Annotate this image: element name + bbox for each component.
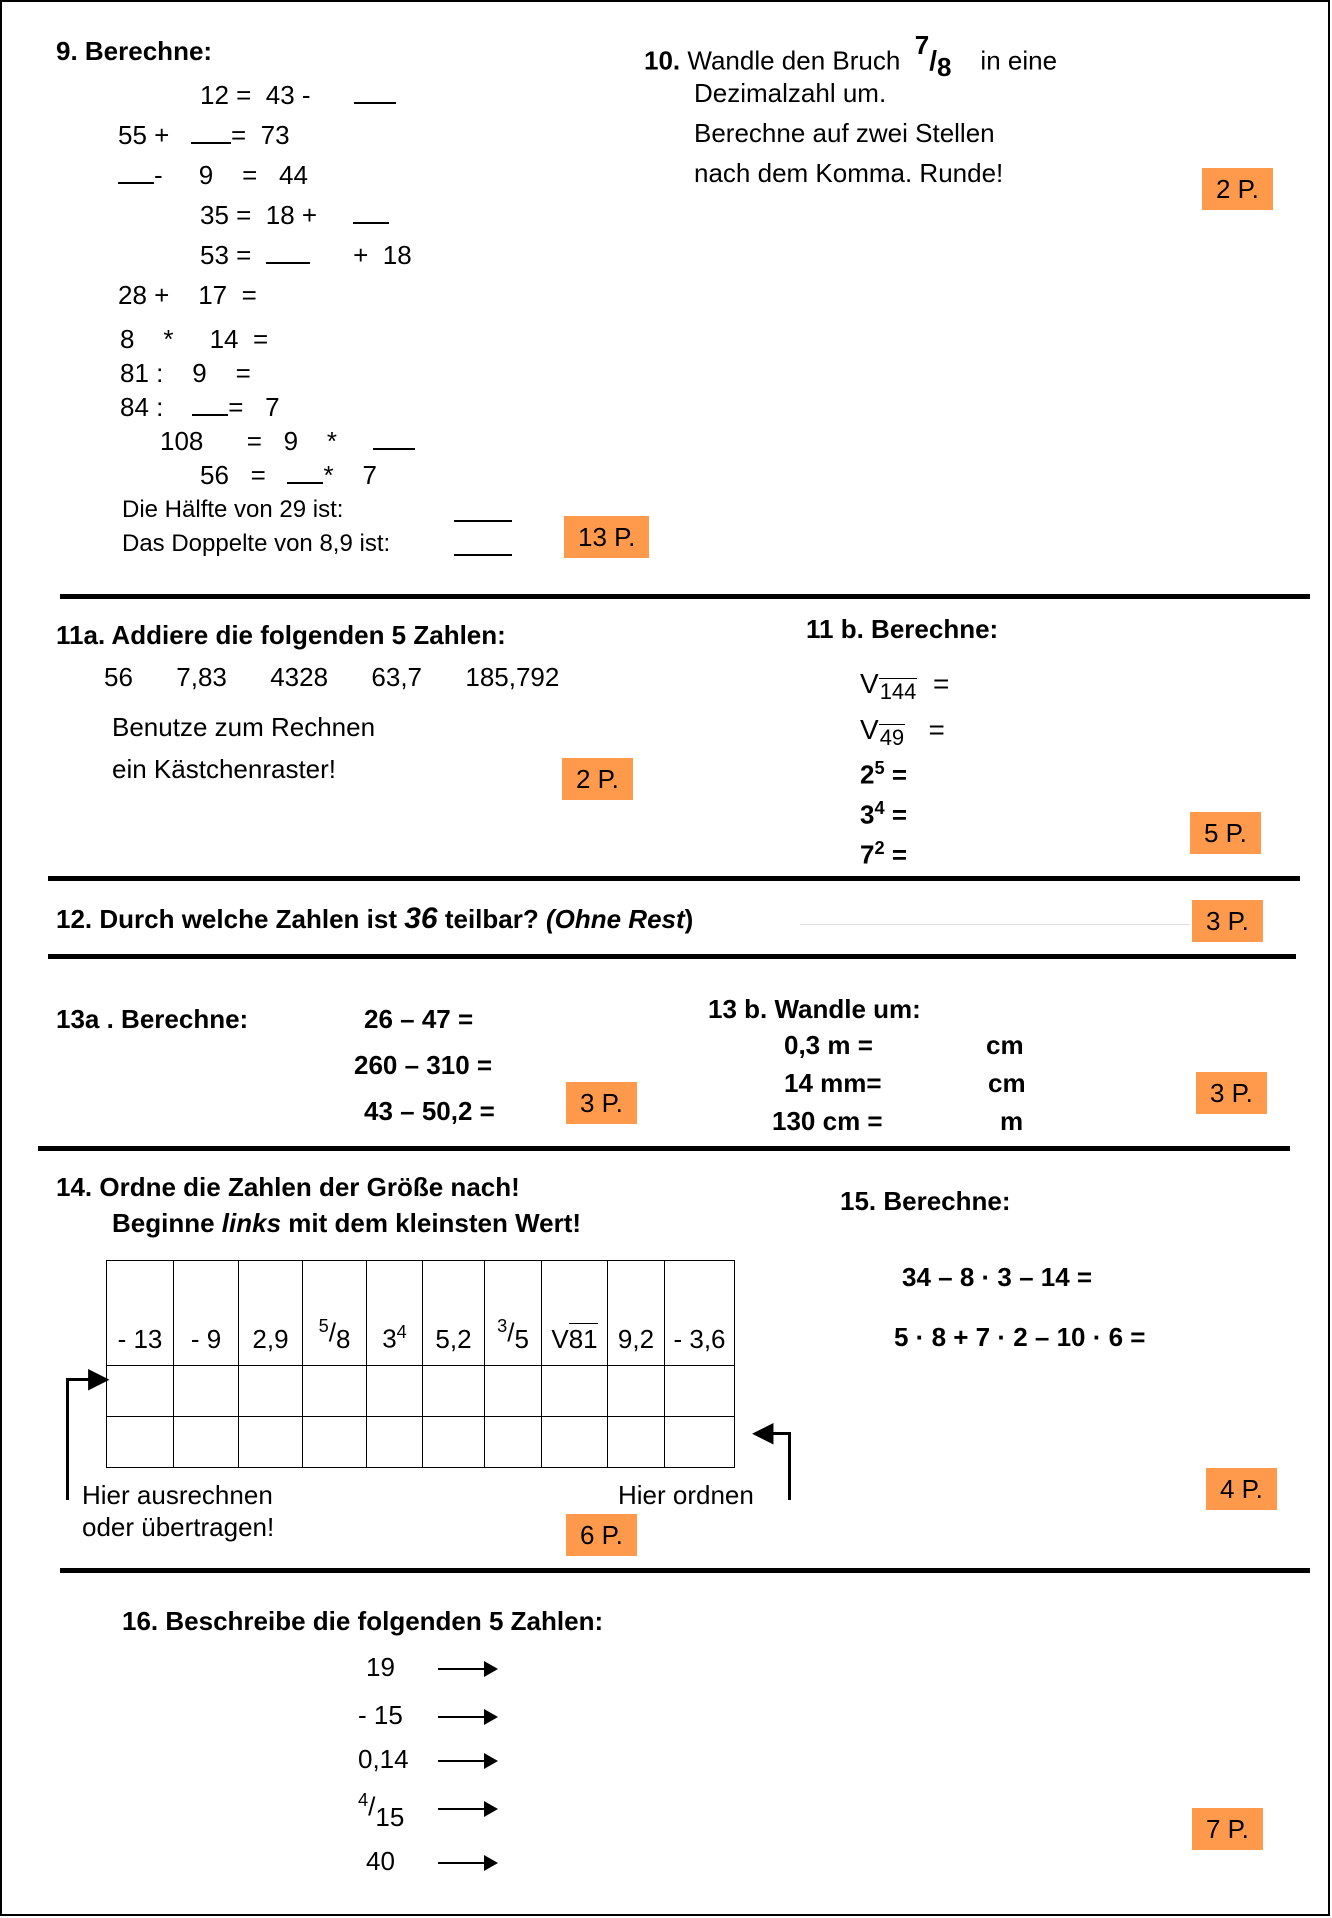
q13b-title: 13 b. Wandle um: (708, 994, 921, 1024)
q9-half-label: Die Hälfte von 29 ist: (122, 496, 344, 523)
q9-row-3: - 9 = 44 (118, 160, 308, 191)
q11a-num-2: 7,83 (176, 662, 227, 692)
q13a-line-3: 43 – 50,2 = (364, 1096, 495, 1126)
q11a-hint1: Benutze zum Rechnen (112, 712, 376, 742)
q12-points: 3 P. (1192, 900, 1263, 942)
q16-title: 16. Beschreibe die folgenden 5 Zahlen: (122, 1606, 604, 1636)
q10-fraction: $^7/_8$ (914, 30, 952, 82)
q10-line1 (644, 30, 1058, 83)
q11a-numbers (104, 662, 559, 693)
q16-points: 7 P. (1192, 1808, 1263, 1850)
q12-number: 36 (404, 902, 438, 935)
divider-5 (60, 1568, 1310, 1573)
q12-text-c: (Ohne Rest (545, 904, 685, 934)
arrow-right-icon (438, 1862, 496, 1864)
q11a-num-1: 56 (104, 662, 133, 692)
q9-double-blank (454, 532, 512, 556)
order-cell-5: $3^4$ (367, 1261, 423, 1366)
q9-half-blank (454, 498, 512, 522)
q11b-points: 5 P. (1190, 812, 1261, 854)
q16-item-3: 0,14 (358, 1744, 496, 1775)
q11b-power3: $7^2$ = (860, 838, 908, 870)
divider-1 (60, 594, 1310, 599)
q9-row-1: 12 = 43 - (200, 80, 396, 111)
q15-points: 4 P. (1206, 1468, 1277, 1510)
q13b-points: 3 P. (1196, 1072, 1267, 1114)
q11b-power2: $3^4$ = (860, 798, 908, 830)
q13a-points: 3 P. (566, 1082, 637, 1124)
q13b-unit-2: cm (988, 1068, 1026, 1098)
q10-text-b: in eine (980, 45, 1058, 76)
right-arrow-shaft (788, 1432, 791, 1500)
order-cell-8: V81 (542, 1261, 608, 1366)
q15-line1: 34 – 8 · 3 – 14 = (902, 1262, 1093, 1292)
q14-left-note-2: oder übertragen! (82, 1512, 275, 1542)
q14-right-note: Hier ordnen (618, 1480, 754, 1510)
q10-text-a: Wandle den Bruch (687, 45, 901, 76)
q10-line2: Dezimalzahl um. (694, 78, 887, 108)
q9-title: 9. Berechne: (56, 36, 213, 66)
arrow-right-icon (438, 1760, 496, 1762)
q15-title: 15. Berechne: (840, 1186, 1011, 1216)
q10-points: 2 P. (1202, 168, 1273, 210)
q9-row-8: 81 : 9 = (120, 358, 251, 388)
q11a-hint2: ein Kästchenraster! (112, 754, 337, 784)
q11a-num-5: 185,792 (465, 662, 560, 692)
q14-line1: 14. Ordne die Zahlen der Größe nach! (56, 1172, 520, 1202)
q9-row-4: 35 = 18 + (200, 200, 389, 231)
divider-2 (48, 876, 1300, 881)
q11a-num-3: 4328 (270, 662, 329, 692)
q16-item-1: 19 (366, 1652, 496, 1683)
q13a-title: 13a . Berechne: (56, 1004, 249, 1034)
q9-row-10: 108 = 9 * (160, 426, 415, 457)
q13b-unit-1: cm (986, 1030, 1024, 1060)
q11a-title: 11a. Addiere die folgenden 5 Zahlen: (56, 620, 506, 650)
q9-double (122, 530, 390, 558)
q12-answer-line (800, 924, 1190, 925)
q9-points: 13 P. (564, 516, 649, 558)
divider-3 (48, 954, 1296, 959)
q9-row-5: 53 = + 18 (200, 240, 412, 270)
q10-line4: nach dem Komma. Runde! (694, 158, 1004, 188)
q11b-title: 11 b. Berechne: (806, 614, 999, 644)
order-cell-4: $^5/_8$ (303, 1261, 367, 1366)
q13b-from-3: 130 cm = (772, 1106, 883, 1136)
q11b-power1: $2^5$ = (860, 758, 908, 790)
q9-row-7: 8 * 14 = (120, 324, 269, 354)
q9-half (122, 496, 343, 524)
q12-text-a: 12. Durch welche Zahlen ist (56, 904, 405, 934)
q9-row-2: 55 + = 73 (118, 120, 290, 150)
order-cell-9: 9,2 (608, 1261, 665, 1366)
q11b-root1: V144 = (860, 668, 950, 704)
q16-item-4: $^4$/15 (358, 1790, 496, 1823)
q12-text-b: teilbar? (437, 904, 546, 934)
order-cell-1: - 13 (107, 1261, 174, 1366)
q13a-line-1: 26 – 47 = (364, 1004, 474, 1034)
q14-left-note-1: Hier ausrechnen (82, 1480, 273, 1510)
order-cell-2: - 9 (174, 1261, 239, 1366)
q9-row-6: 28 + 17 = (118, 280, 257, 310)
q10-line3: Berechne auf zwei Stellen (694, 118, 995, 148)
right-arrow-head-icon: ◀ (752, 1416, 774, 1447)
q13b-unit-3: m (1000, 1106, 1024, 1136)
q12-question: 12. Durch welche Zahlen ist 36 teilbar? (Ohne Rest) (56, 902, 694, 935)
q9-row-9: 84 : = 7 (120, 392, 280, 422)
arrow-right-icon (438, 1668, 496, 1670)
q10-number: 10. (644, 45, 681, 76)
left-arrow-shaft (66, 1378, 69, 1500)
q16-item-2: - 15 (358, 1700, 496, 1731)
q11a-points: 2 P. (562, 758, 633, 800)
order-table (106, 1260, 735, 1468)
q11b-root2: V49 = (860, 714, 945, 750)
order-cell-10: - 3,6 (665, 1261, 735, 1366)
q13b-from-2: 14 mm= (784, 1068, 882, 1098)
q9-double-label: Das Doppelte von 8,9 ist: (122, 530, 391, 557)
arrow-right-icon (438, 1808, 496, 1810)
q11a-num-4: 63,7 (371, 662, 423, 692)
q14-line2: Beginne links mit dem kleinsten Wert! (112, 1208, 582, 1238)
order-cell-7: $^3/_5$ (485, 1261, 542, 1366)
arrow-right-icon (438, 1716, 496, 1718)
q13b-from-1: 0,3 m = (784, 1030, 873, 1060)
q9-row-11: 56 = * 7 (200, 460, 377, 490)
q16-item-5: 40 (366, 1846, 496, 1877)
order-cell-3: 2,9 (239, 1261, 303, 1366)
q15-line2: 5 · 8 + 7 · 2 – 10 · 6 = (894, 1322, 1146, 1352)
q13a-line-2: 260 – 310 = (354, 1050, 493, 1080)
divider-4 (38, 1146, 1290, 1151)
order-cell-6: 5,2 (423, 1261, 485, 1366)
q14-points: 6 P. (566, 1514, 637, 1556)
left-arrow-head-icon: ▶ (88, 1362, 110, 1393)
